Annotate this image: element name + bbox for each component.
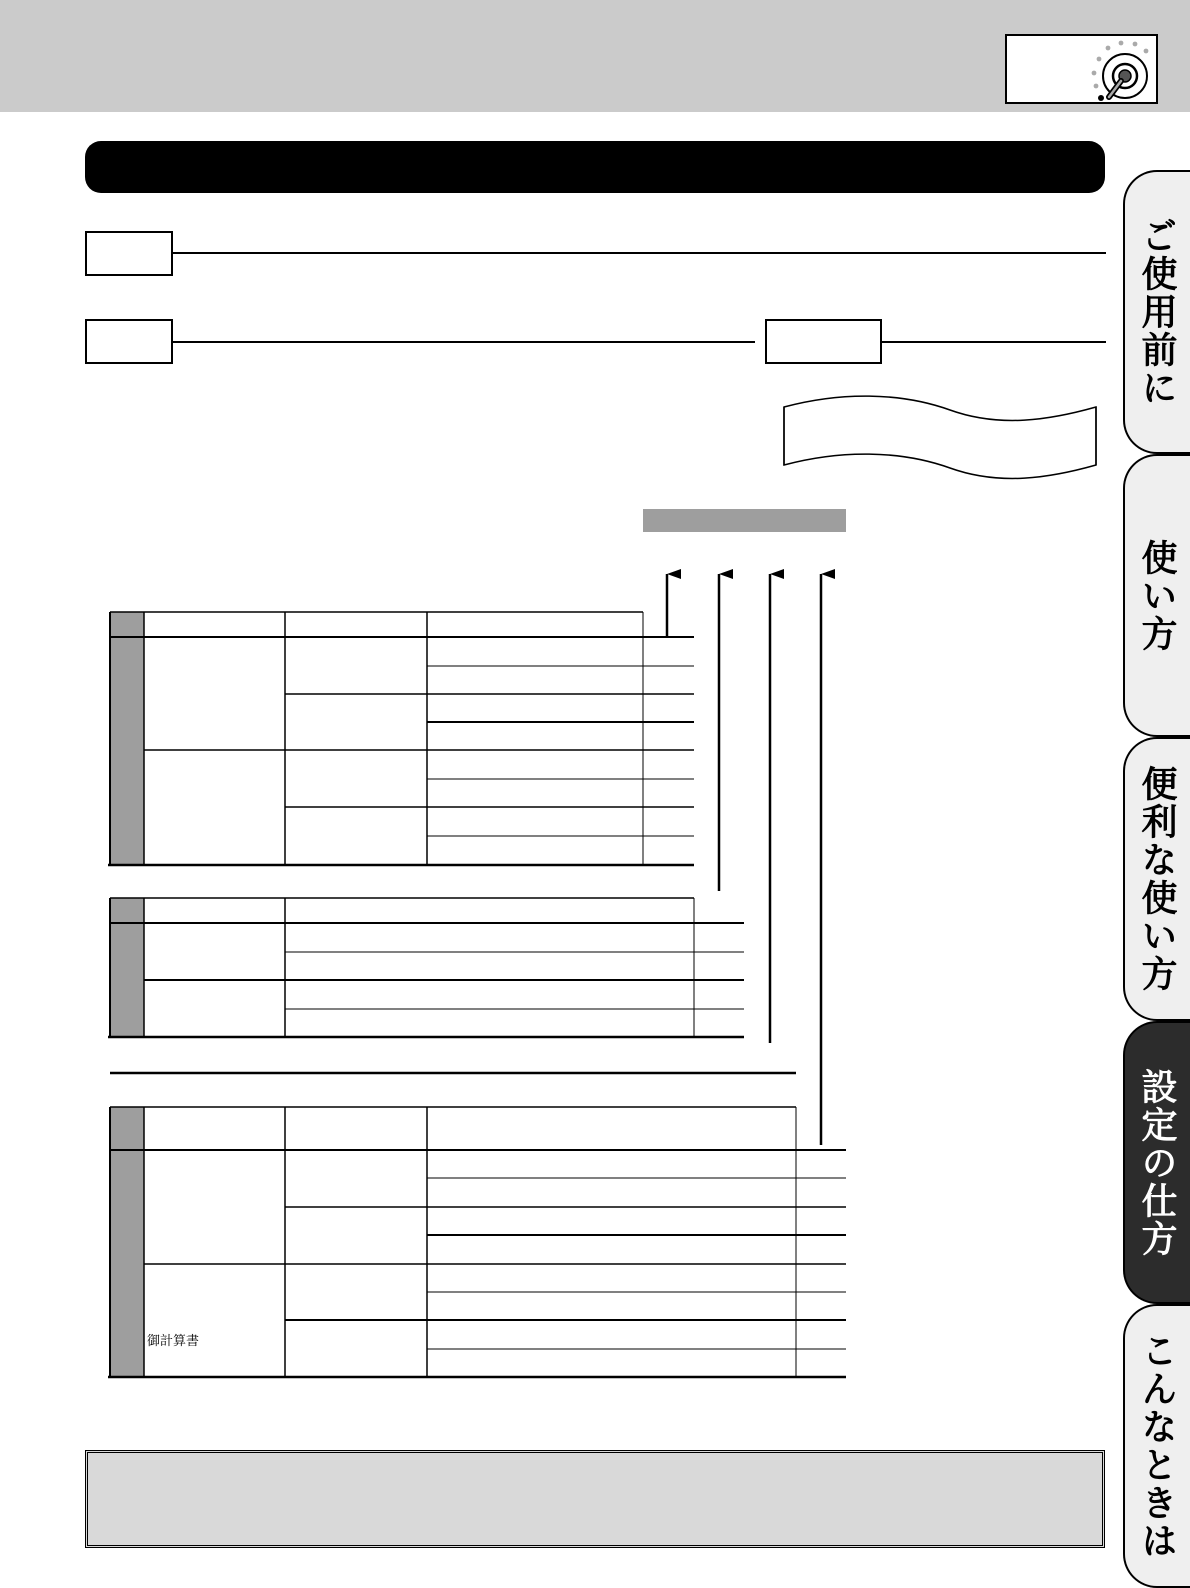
tab-before-use[interactable] [1123, 170, 1190, 454]
tab-label: こんなときは [1136, 1332, 1177, 1560]
tab-label: ご使用前に [1136, 217, 1177, 407]
tab-troubleshooting[interactable] [1123, 1304, 1190, 1588]
tab-convenient-use[interactable] [1123, 737, 1190, 1021]
settings-table-2 [108, 898, 744, 1037]
tab-settings[interactable] [1123, 1021, 1190, 1304]
table3-cell-label: 御計算書 [147, 1334, 200, 1349]
tab-label: 設定の仕方 [1136, 1067, 1177, 1258]
note-box [85, 1450, 1105, 1548]
tab-label: 便利な使い方 [1136, 765, 1177, 993]
settings-table-3 [108, 1107, 846, 1377]
tab-label: 使い方 [1136, 538, 1177, 653]
tab-how-to-use[interactable] [1123, 454, 1190, 737]
settings-table-1 [108, 612, 694, 865]
